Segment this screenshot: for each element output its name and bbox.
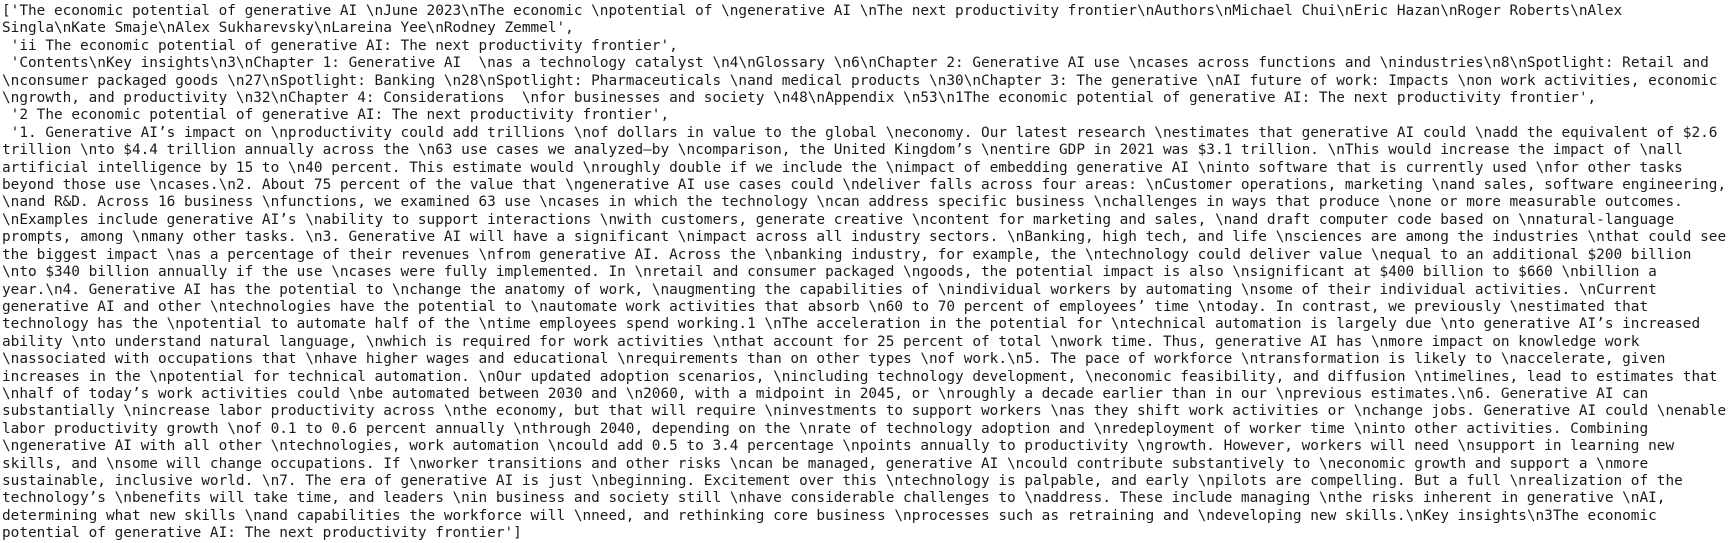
python-list-output: ['The economic potential of generative AI \nJune 2023\nThe economic \npotential of \ngenerative AI \nThe next productivity frontier\nAuthors\nMichael Chui\nEric Hazan\nRoger Roberts\nAlex Singla\nKate Smaje\nAlex Sukharevsky\nLareina Yee\nRodney Zemmel', 'ii The economic potential of generative AI: The next productivity frontier', 'Contents\nKey insights\n3\nChapter 1: Generative AI \nas a technology catalyst \n4\nGlossary \n6\nChapter 2: Generative AI use \ncases across functions and \nindustries\n8\nSpotlight: Retail and \nconsumer packaged goods \n27\nSpotlight: Banking \n28\nSpotlight: Pharmaceuticals \nand medical products \n30\nChapter 3: The generative \nAI future of work: Impacts \non work activities, economic \ngrowth, and productivity \n32\nChapter 4: Considerations \nfor businesses and society \n48\nAppendix \n53\n1The economic potential of generative AI: The next productivity frontier', '2 The economic potential of generative AI: The next productivity frontier', '1. Generative AI’s impact on \nproductivity could add trillions \nof dollars in value to the global \neconomy. Our latest research \nestimates that generative AI could \nadd the equivalent of $2.6 trillion \nto $4.4 trillion annually across the \n63 use cases we analyzed—by \ncomparison, the United Kingdom’s \nentire GDP in 2021 was $3.1 trillion. \nThis would increase the impact of \nall artificial intelligence by 15 to \n40 percent. This estimate would \nroughly double if we include the \nimpact of embedding generative AI \ninto software that is currently used \nfor other tasks beyond those use \ncases.\n2. About 75 percent of the value that \ngenerative AI use cases could \ndeliver falls across four areas: \nCustomer operations, marketing \nand sales, software engineering, \nand R&D. Across 16 business \nfunctions, we examined 63 use \ncases in which the technology \ncan address specific business \nchallenges in ways that produce \none or more measurable outcomes. \nExamples include generative AI’s \nability to support interactions \nwith customers, generate creative \ncontent for marketing and sales, \nand draft computer code based on \nnatural-language prompts, among \nmany other tasks. \n3. Generative AI will have a significant \nimpact across all industry sectors. \nBanking, high tech, and life \nsciences are among the industries \nthat could see the biggest impact \nas a percentage of their revenues \nfrom generative AI. Across the \nbanking industry, for example, the \ntechnology could deliver value \nequal to an additional $200 billion \nto $340 billion annually if the use \ncases were fully implemented. In \nretail and consumer packaged \ngoods, the potential impact is also \nsignificant at $400 billion to $660 \nbillion a year.\n4. Generative AI has the potential to \nchange the anatomy of work, \naugmenting the capabilities of \nindividual workers by automating \nsome of their individual activities. \nCurrent generative AI and other \ntechnologies have the potential to \nautomate work activities that absorb \n60 to 70 percent of employees’ time \ntoday. In contrast, we previously \nestimated that technology has the \npotential to automate half of the \ntime employees spend working.1 \nThe acceleration in the potential for \ntechnical automation is largely due \nto generative AI’s increased ability \nto understand natural language, \nwhich is required for work activities \nthat account for 25 percent of total \nwork time. Thus, generative AI has \nmore impact on knowledge work \nassociated with occupations that \nhave higher wages and educational \nrequirements than on other types \nof work.\n5. The pace of workforce \ntransformation is likely to \naccelerate, given increases in the \npotential for technical automation. \nOur updated adoption scenarios, \nincluding technology development, \neconomic feasibility, and diffusion \ntimelines, lead to estimates that \nhalf of today’s work activities could \nbe automated between 2030 and \n2060, with a midpoint in 2045, or \nroughly a decade earlier than in our \nprevious estimates.\n6. Generative AI can substantially \nincrease labor productivity across \nthe economy, but that will require \ninvestments to support workers \nas they shift work activities or \nchange jobs. Generative AI could \nenable labor productivity growth \nof 0.1 to 0.6 percent annually \nthrough 2040, depending on the \nrate of technology adoption and \nredeployment of worker time \ninto other activities. Combining \ngenerative AI with all other \ntechnologies, work automation \ncould add 0.5 to 3.4 percentage \npoints annually to productivity \ngrowth. However, workers will need \nsupport in learning new skills, and \nsome will change occupations. If \nworker transitions and other risks \ncan be managed, generative AI \ncould contribute substantively to \neconomic growth and support a \nmore sustainable, inclusive world. \n7. The era of generative AI is just \nbeginning. Excitement over this \ntechnology is palpable, and early \npilots are compelling. But a full \nrealization of the technology’s \nbenefits will take time, and leaders \nin business and society still \nhave considerable challenges to \naddress. These include managing \nthe risks inherent in generative \nAI, determining what new skills \nand capabilities the workforce will \nneed, and rethinking core business \nprocesses such as retraining and \ndeveloping new skills.\nKey insights\n3The economic potential of generative AI: The next productivity frontier'] <box>2 3 1727 542</box>
